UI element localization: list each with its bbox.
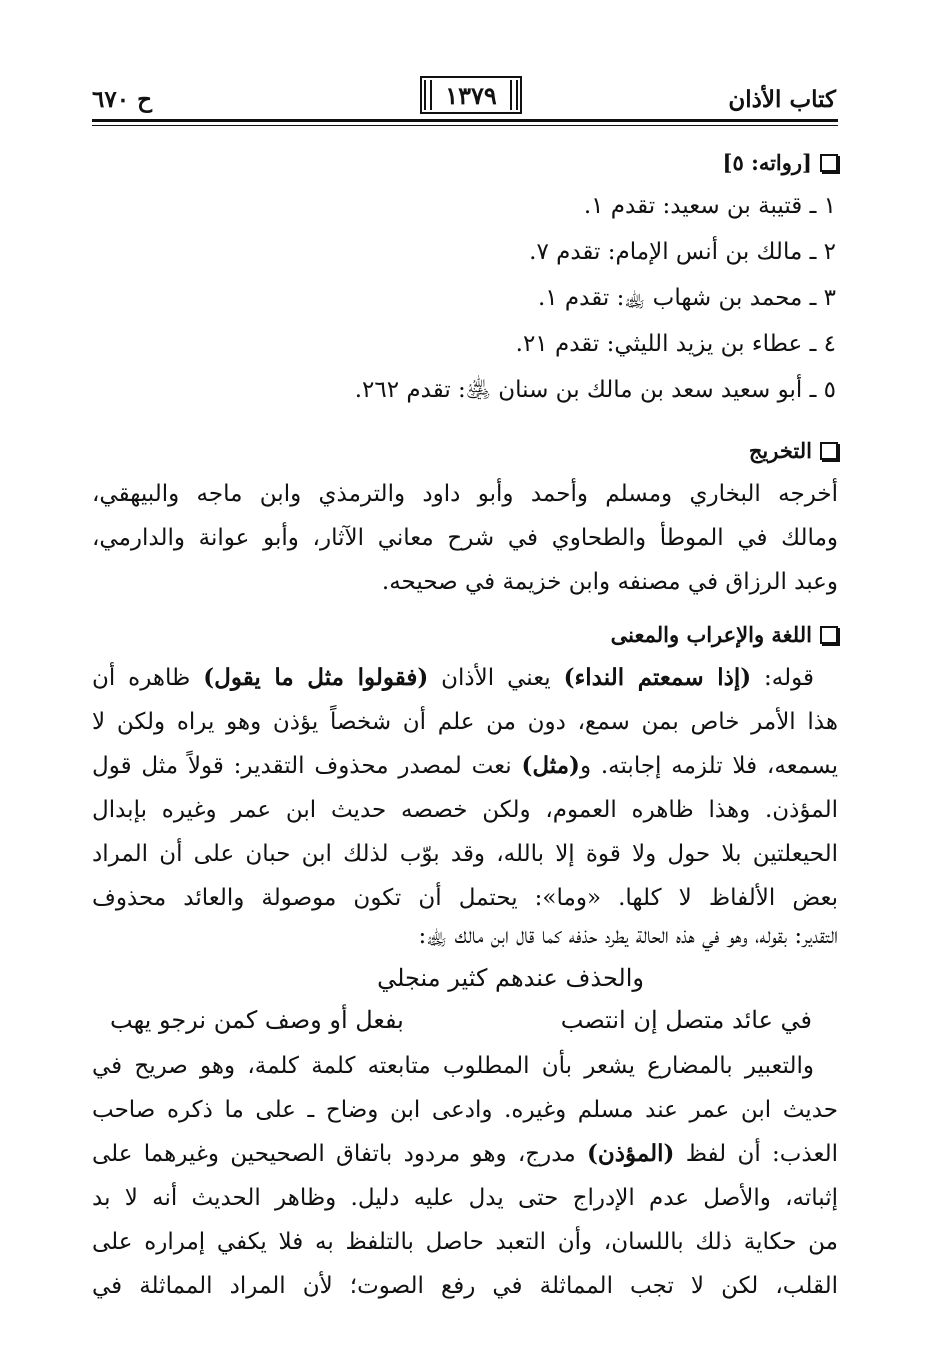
lugha-heading: [611, 622, 838, 647]
lugha-line-12: من حكاية ذلك باللسان، وأن التعبد حاصل بالتلفظ به فلا يكفي إمراره على: [92, 1229, 838, 1255]
takhrij-line: ومالك في الموطأ والطحاوي في شرح معاني الآثار، وأبو عوانة والدارمي،: [92, 525, 838, 551]
lugha-heading-text: اللغة والإعراب والمعنى: [610, 622, 812, 647]
takhrij-line: أخرجه البخاري ومسلم وأحمد وأبو داود والترمذي وابن ماجه والبيهقي،: [92, 481, 838, 507]
checkbox-square-icon: [820, 442, 838, 460]
lugha-line-8: والتعبير بالمضارع يشعر بأن المطلوب متابعته كلمة كلمة، وهو صريح في: [92, 1053, 814, 1079]
header-rule-thick: [92, 119, 838, 122]
takhrij-heading-text: التخريج: [748, 438, 812, 463]
lugha-line-2: هذا الأمر خاص بمن سمع، دون من علم أن شخصاً يؤذن وهو يراه ولكن لا: [92, 709, 838, 735]
lugha-line-1: [92, 658, 814, 698]
checkbox-square-icon: [820, 154, 838, 172]
narrator-item: ٢ ـ مالك بن أنس الإمام: تقدم ٧.: [529, 239, 836, 265]
lugha-line-6: بعض الألفاظ لا كلها. «وما»: يحتمل أن تكون موصولة والعائد محذوف: [92, 885, 838, 911]
poem-hemistich-2: بفعل أو وصف كمن نرجو يهب: [110, 1006, 404, 1034]
poem-hemistich-1: في عائد متصل إن انتصب: [560, 1006, 812, 1034]
quoted-phrase: (المؤذن): [586, 1140, 675, 1167]
hadith-reference: ح ٦٧٠: [92, 86, 152, 113]
narrators-heading-text: [رواته: ٥]: [722, 150, 812, 175]
text-segment: يسمعه، فلا تلزمه إجابته. و: [579, 753, 839, 779]
lugha-line-9: حديث ابن عمر عند مسلم وغيره. وادعى ابن وضاح ـ على ما ذكره صاحب: [92, 1097, 838, 1123]
text-segment: العذب: أن لفظ: [674, 1141, 839, 1167]
book-title: كتاب الأذان: [728, 86, 836, 113]
lugha-line-4: المؤذن. وهذا ظاهره العموم، ولكن خصصه حديث ابن عمر وغيره بإبدال: [92, 797, 838, 823]
text-segment: ظاهره أن: [92, 665, 204, 691]
narrator-item: ٣ ـ محمد بن شهاب ﵀: تقدم ١.: [537, 285, 836, 311]
narrator-item: ٤ ـ عطاء بن يزيد الليثي: تقدم ٢١.: [515, 331, 836, 357]
text-segment: مدرج، وهو مردود باتفاق الصحيحين وغيرهما على: [92, 1141, 587, 1167]
narrators-heading: [723, 150, 838, 175]
quoted-phrase: (إذا سمعتم النداء): [563, 664, 752, 691]
header-rule-thin: [92, 125, 838, 126]
text-segment: قوله:: [751, 665, 814, 691]
poem-verse-1: والحذف عندهم كثير منجلي: [377, 964, 644, 992]
quoted-phrase: (فقولوا مثل ما يقول): [203, 664, 429, 691]
quoted-phrase: (مثل): [521, 752, 580, 779]
narrator-item: ١ ـ قتيبة بن سعيد: تقدم ١.: [583, 193, 836, 219]
narrator-item: ٥ ـ أبو سعيد سعد بن مالك بن سنان ﵁: تقدم ٢٦٢.: [354, 377, 836, 403]
page-number: ١٣٧٩: [420, 76, 522, 114]
lugha-line-7: التقدير: بقوله، وهو في هذه الحالة يطرد حذفه كما قال ابن مالك ﵀:: [418, 923, 838, 949]
lugha-line-10: [92, 1134, 838, 1174]
checkbox-square-icon: [820, 626, 838, 644]
text-segment: يعني الأذان: [428, 665, 564, 691]
lugha-line-5: الحيعلتين بلا حول ولا قوة إلا بالله، وقد بوّب لذلك ابن حبان على أن المراد: [92, 841, 838, 867]
lugha-line-11: إثباته، والأصل عدم الإدراج حتى يدل عليه دليل. وظاهر الحديث أنه لا بد: [92, 1185, 838, 1211]
text-segment: نعت لمصدر محذوف التقدير: قولاً مثل قول: [92, 753, 522, 779]
takhrij-line: وعبد الرزاق في مصنفه وابن خزيمة في صحيحه.: [381, 569, 838, 595]
takhrij-heading: [749, 438, 838, 463]
lugha-line-13: القلب، لكن لا تجب المماثلة في رفع الصوت؛ لأن المراد المماثلة في: [92, 1273, 838, 1299]
lugha-line-3: [92, 746, 838, 786]
